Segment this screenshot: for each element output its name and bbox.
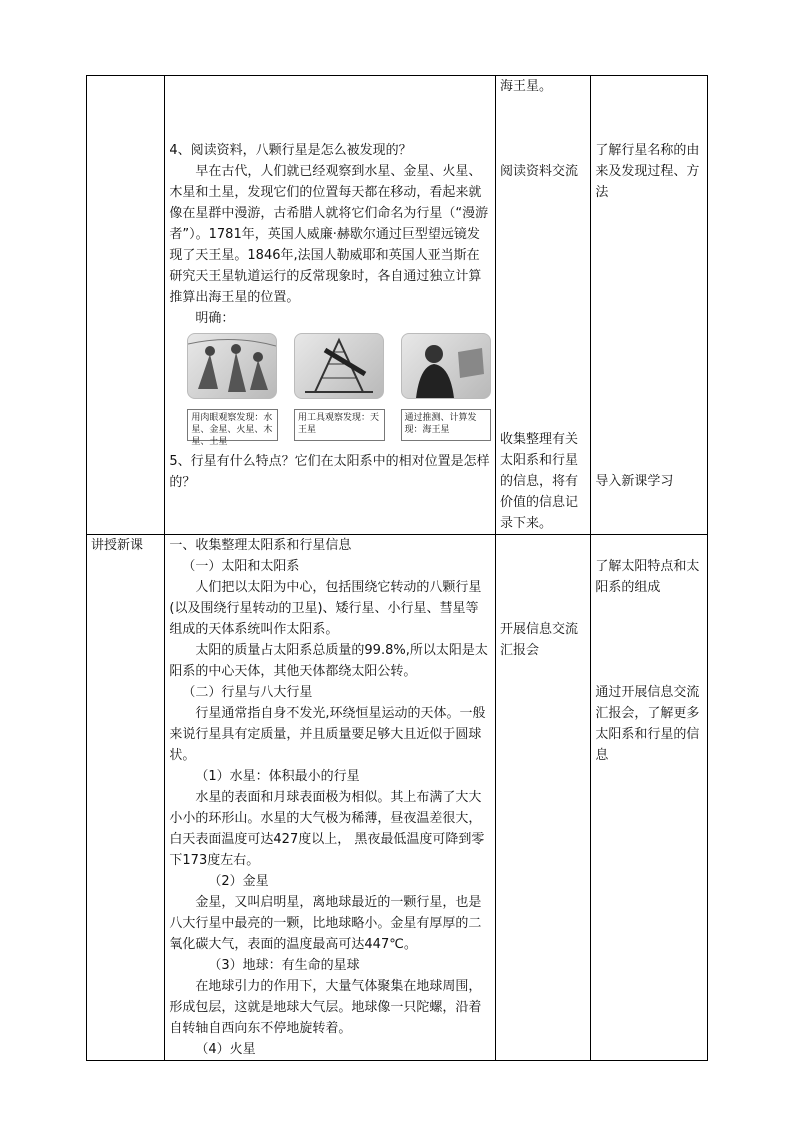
row2-col3 (496, 535, 591, 1061)
paragraph: 金星，又叫启明星，离地球最近的一颗行星，也是八大行星中最亮的一颗，比地球略小。金星有厚厚的二氧化碳大气，表面的温度最高可达447℃。 (169, 895, 482, 952)
subsection-heading: （一）太阳和太阳系 (182, 559, 300, 574)
stage-label: 讲授新课 (87, 535, 165, 1061)
astronomer-calculation-image (401, 333, 491, 399)
discovery-images (187, 333, 491, 447)
row1-col1 (87, 76, 165, 535)
paragraph: 在地球引力的作用下，大量气体聚集在地球周围，形成包层，这就是地球大气层。地球像一只陀螺，沿着自转轴自西向东不停地旋转着。 (169, 979, 482, 1036)
design-intent-bottom: 导入新课学习 (595, 474, 674, 489)
planet-heading: （4）火星 (195, 1042, 256, 1057)
row2-col2 (165, 535, 496, 1061)
row2-col4 (591, 535, 708, 1061)
row1-col3 (496, 76, 591, 535)
table-row (87, 535, 708, 1061)
reading-paragraph: 早在古代，人们就已经观察到水星、金星、火星、木星和土星，发现它们的位置每天都在移动，看起来就像在星群中漫游，古希腊人就将它们命名为行星（“漫游者”）。1781年，英国人威廉·赫歇尔通过巨型望远镜发现了天王星。1846年,法国人勒威耶和英国人亚当斯在研究天王星轨道运行的反常现象时，各自通过独立计算推算出海王星的位置。 (169, 164, 489, 305)
lesson-plan-table (86, 75, 708, 1061)
subsection-heading: （二）行星与八大行星 (182, 685, 313, 700)
student-activity-bottom: 收集整理有关太阳系和行星的信息，将有价值的信息记录下来。 (500, 432, 579, 531)
paragraph: 人们把以太阳为中心，包括围绕它转动的八颗行星(以及围绕行星转动的卫星)、矮行星、小行星、彗星等组成的天体系统叫作太阳系。 (169, 580, 482, 637)
section-heading: 一、收集整理太阳系和行星信息 (169, 538, 352, 553)
image-card (401, 333, 492, 441)
question-4: 4、阅读资料，八颗行星是怎么被发现的？ (169, 143, 412, 158)
design-intent-mid: 了解行星名称的由来及发现过程、方法 (595, 143, 700, 200)
paragraph: 水星的表面和月球表面极为相似。其上布满了大大小小的环形山。水星的大气极为稀薄，昼夜温差很大，白天表面温度可达427度以上， 黑夜最低温度可降到零下173度左右。 (169, 790, 485, 868)
image-caption: 用肉眼观察发现：水星、金星、火星、木星、土星 (187, 409, 278, 441)
row1-col4 (591, 76, 708, 535)
planet-heading: （3）地球：有生命的星球 (208, 958, 360, 973)
table-row (87, 76, 708, 535)
row1-col2 (165, 76, 496, 535)
image-card (187, 333, 278, 447)
question-5: 5、行星有什么特点？它们在太阳系中的相对位置是怎样的？ (169, 454, 490, 490)
image-caption: 通过推测、计算发现：海王星 (401, 409, 492, 441)
planet-heading: （1）水星：体积最小的行星 (195, 769, 360, 784)
paragraph: 行星通常指自身不发光,环绕恒星运动的天体。一般来说行星具有定质量，并且质量要足够大且近似于圆球状。 (169, 706, 486, 763)
image-caption: 用工具观察发现：天王星 (294, 409, 385, 441)
naked-eye-observation-image (187, 333, 277, 399)
telescope-image (294, 333, 384, 399)
clarify-label: 明确： (195, 311, 235, 326)
planet-heading: （2）金星 (208, 874, 269, 889)
student-activity-top: 海王星。 (500, 79, 553, 94)
student-activity-mid: 阅读资料交流 (500, 164, 579, 179)
design-intent-bottom: 通过开展信息交流汇报会，了解更多太阳系和行星的信息 (595, 685, 700, 763)
student-activity: 开展信息交流汇报会 (500, 622, 579, 658)
paragraph: 太阳的质量占太阳系总质量的99.8%,所以太阳是太阳系的中心天体，其他天体都绕太阳公转。 (169, 643, 488, 679)
design-intent-top: 了解太阳特点和太阳系的组成 (595, 559, 700, 595)
image-card (294, 333, 385, 441)
